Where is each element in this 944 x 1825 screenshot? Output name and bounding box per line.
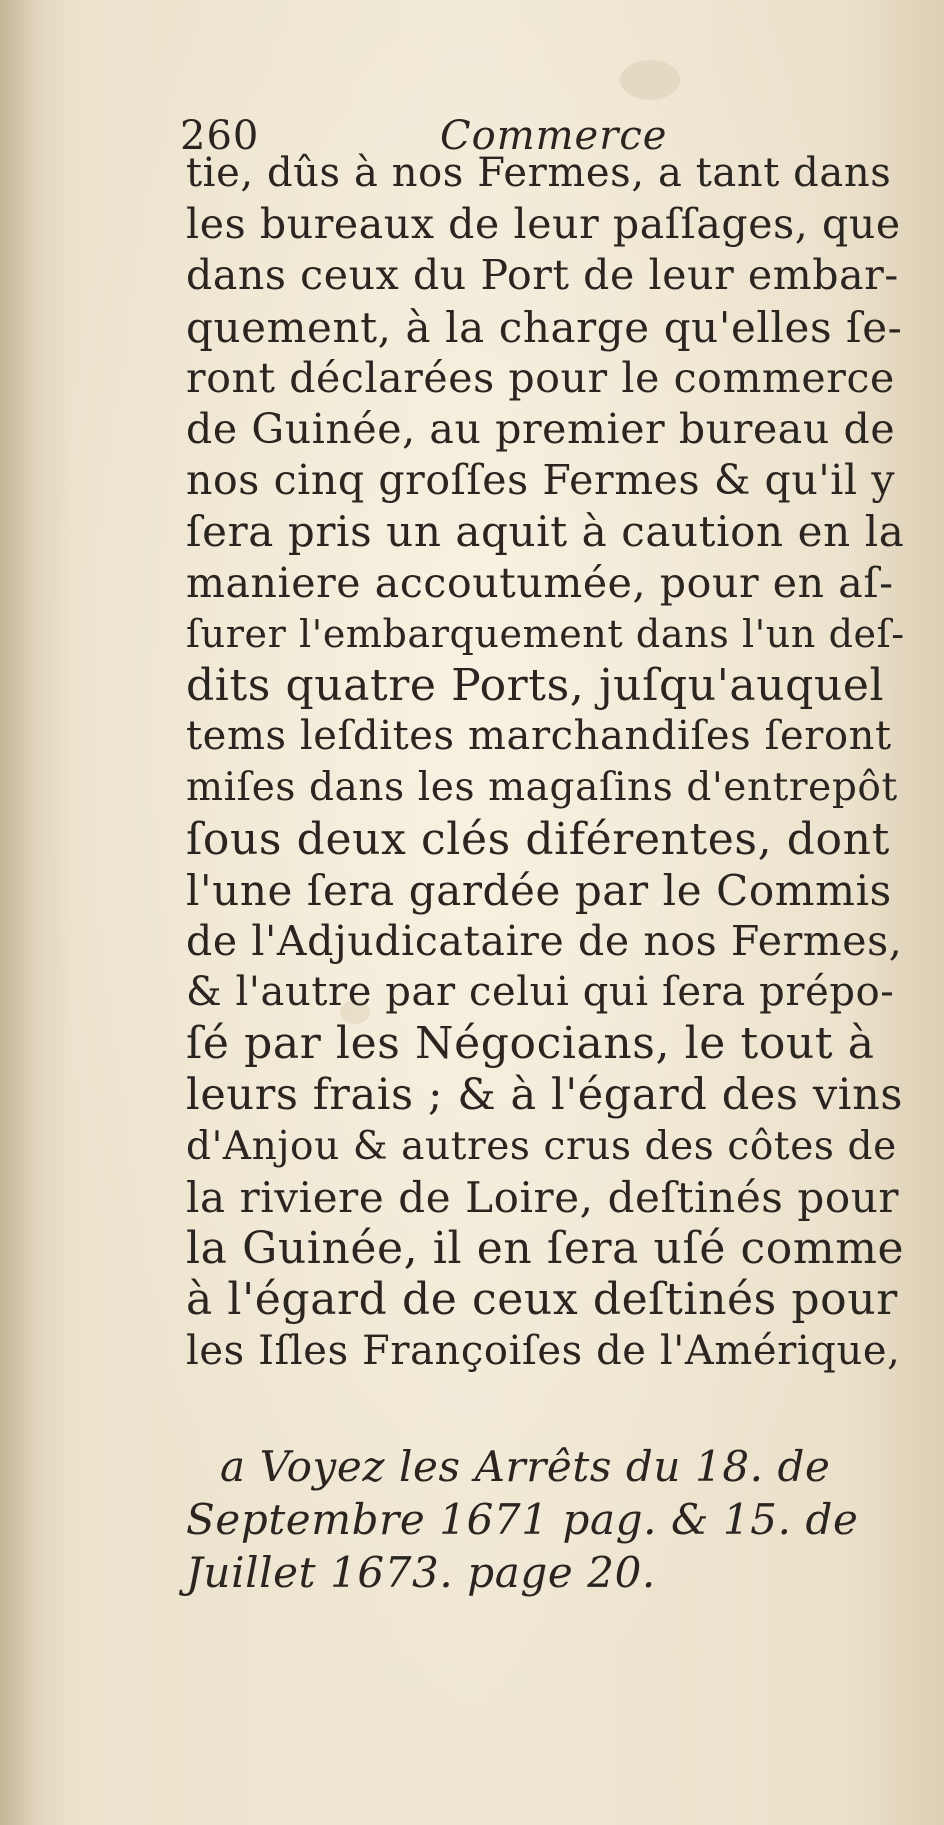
footnote-line: Septembre 1671 pag. & 15. de — [186, 1495, 859, 1544]
body-line: tems leſdites marchandiſes ſeront — [186, 713, 892, 760]
body-line: ſera pris un aquit à caution en la — [186, 507, 905, 557]
body-line: dits quatre Ports, juſqu'auquel — [186, 660, 885, 712]
body-line: maniere accoutumée, pour en aſ- — [186, 558, 894, 607]
body-line: quement, à la charge qu'elles ſe- — [186, 302, 903, 352]
body-line: l'une ſera gardée par le Commis — [186, 865, 892, 915]
page-spine-shadow — [0, 0, 40, 1825]
body-line: la riviere de Loire, deſtinés pour — [186, 1173, 900, 1223]
body-line: de Guinée, au premier bureau de — [186, 405, 896, 454]
body-line: les bureaux de leur paſſages, que — [186, 200, 901, 249]
running-title: Commerce — [440, 113, 668, 159]
body-line: tie, dûs à nos Fermes, a tant dans — [186, 150, 892, 196]
body-line: ſurer l'embarquement dans l'un deſ- — [186, 611, 905, 656]
body-line: ſous deux clés diférentes, dont — [186, 813, 890, 865]
body-line: & l'autre par celui qui ſera prépo- — [186, 969, 895, 1016]
body-text — [186, 148, 906, 1377]
body-line: ſé par les Négocians, le tout à — [186, 1018, 875, 1070]
body-line: à l'égard de ceux deſtinés pour — [186, 1274, 898, 1326]
body-line: miſes dans les magaſins d'entrepôt — [186, 765, 898, 811]
page-number: 260 — [180, 113, 260, 159]
paper-stain — [620, 60, 680, 100]
footnote — [186, 1440, 906, 1599]
body-line: d'Anjou & autres crus des côtes de — [186, 1123, 897, 1169]
body-line: nos cinq groſſes Fermes & qu'il y — [186, 456, 896, 505]
footnote-line: a Voyez les Arrêts du 18. de — [220, 1442, 831, 1491]
body-line: leurs frais ; & à l'égard des vins — [186, 1069, 904, 1120]
body-line: de l'Adjudicataire de nos Fermes, — [186, 917, 903, 966]
body-line: ront déclarées pour le commerce — [186, 353, 895, 402]
body-line: dans ceux du Port de leur embar- — [186, 251, 899, 300]
footnote-line: Juillet 1673. page 20. — [186, 1548, 656, 1597]
body-line: les Iſles Françoiſes de l'Amérique, — [186, 1327, 901, 1374]
body-line: la Guinée, il en ſera uſé comme — [186, 1223, 905, 1275]
